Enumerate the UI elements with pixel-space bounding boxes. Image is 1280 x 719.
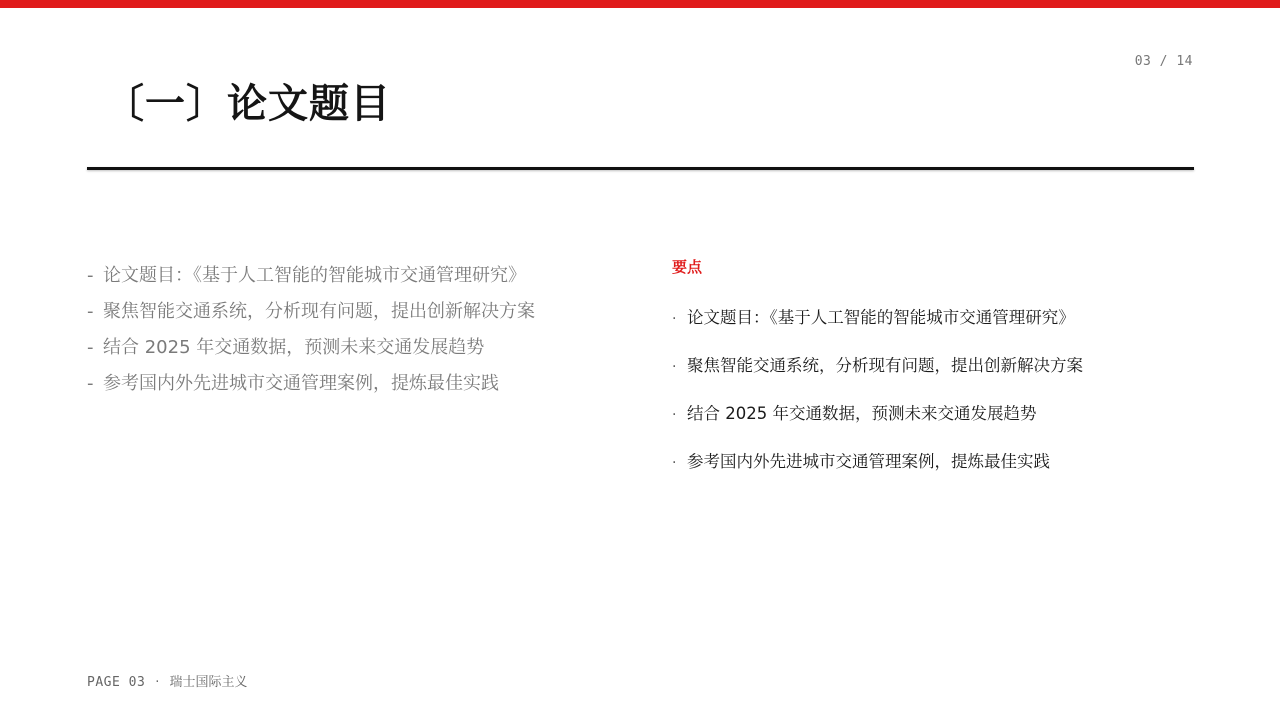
title-divider — [87, 167, 1194, 170]
list-item-text: 参考国内外先进城市交通管理案例，提炼最佳实践 — [103, 373, 499, 394]
list-item-text: 聚焦智能交通系统，分析现有问题，提出创新解决方案 — [103, 301, 535, 322]
dot-marker: · — [672, 311, 677, 327]
list-item — [672, 304, 1212, 352]
footer-page-label: PAGE 03 — [87, 675, 146, 690]
dash-marker: - — [87, 301, 94, 322]
dash-marker: - — [87, 337, 94, 358]
dash-marker: - — [87, 265, 94, 286]
left-bullet-list — [87, 261, 627, 405]
footer-subtitle: 瑞士国际主义 — [169, 675, 248, 690]
list-item-text: 结合 2025 年交通数据，预测未来交通发展趋势 — [687, 404, 1037, 423]
list-item-text: 论文题目：《基于人工智能的智能城市交通管理研究》 — [103, 265, 526, 286]
list-item — [87, 333, 627, 369]
keypoints-list — [672, 304, 1212, 496]
dot-marker: · — [672, 455, 677, 471]
dot-marker: · — [672, 407, 677, 423]
dash-marker: - — [87, 373, 94, 394]
top-accent-bar — [0, 0, 1280, 8]
list-item — [672, 352, 1212, 400]
dot-marker: · — [672, 359, 677, 375]
list-item — [87, 261, 627, 297]
list-item-text: 论文题目：《基于人工智能的智能城市交通管理研究》 — [687, 308, 1075, 327]
page-title: 〔一〕论文题目 — [104, 81, 391, 127]
list-item — [87, 297, 627, 333]
page-counter: 03 / 14 — [1134, 54, 1193, 69]
footer-separator: · — [155, 675, 160, 690]
keypoints-heading: 要点 — [672, 258, 703, 276]
list-item-text: 结合 2025 年交通数据，预测未来交通发展趋势 — [103, 337, 485, 358]
list-item — [672, 400, 1212, 448]
footer — [87, 671, 247, 690]
list-item-text: 参考国内外先进城市交通管理案例，提炼最佳实践 — [687, 452, 1050, 471]
list-item-text: 聚焦智能交通系统，分析现有问题，提出创新解决方案 — [687, 356, 1083, 375]
list-item — [672, 448, 1212, 496]
list-item — [87, 369, 627, 405]
